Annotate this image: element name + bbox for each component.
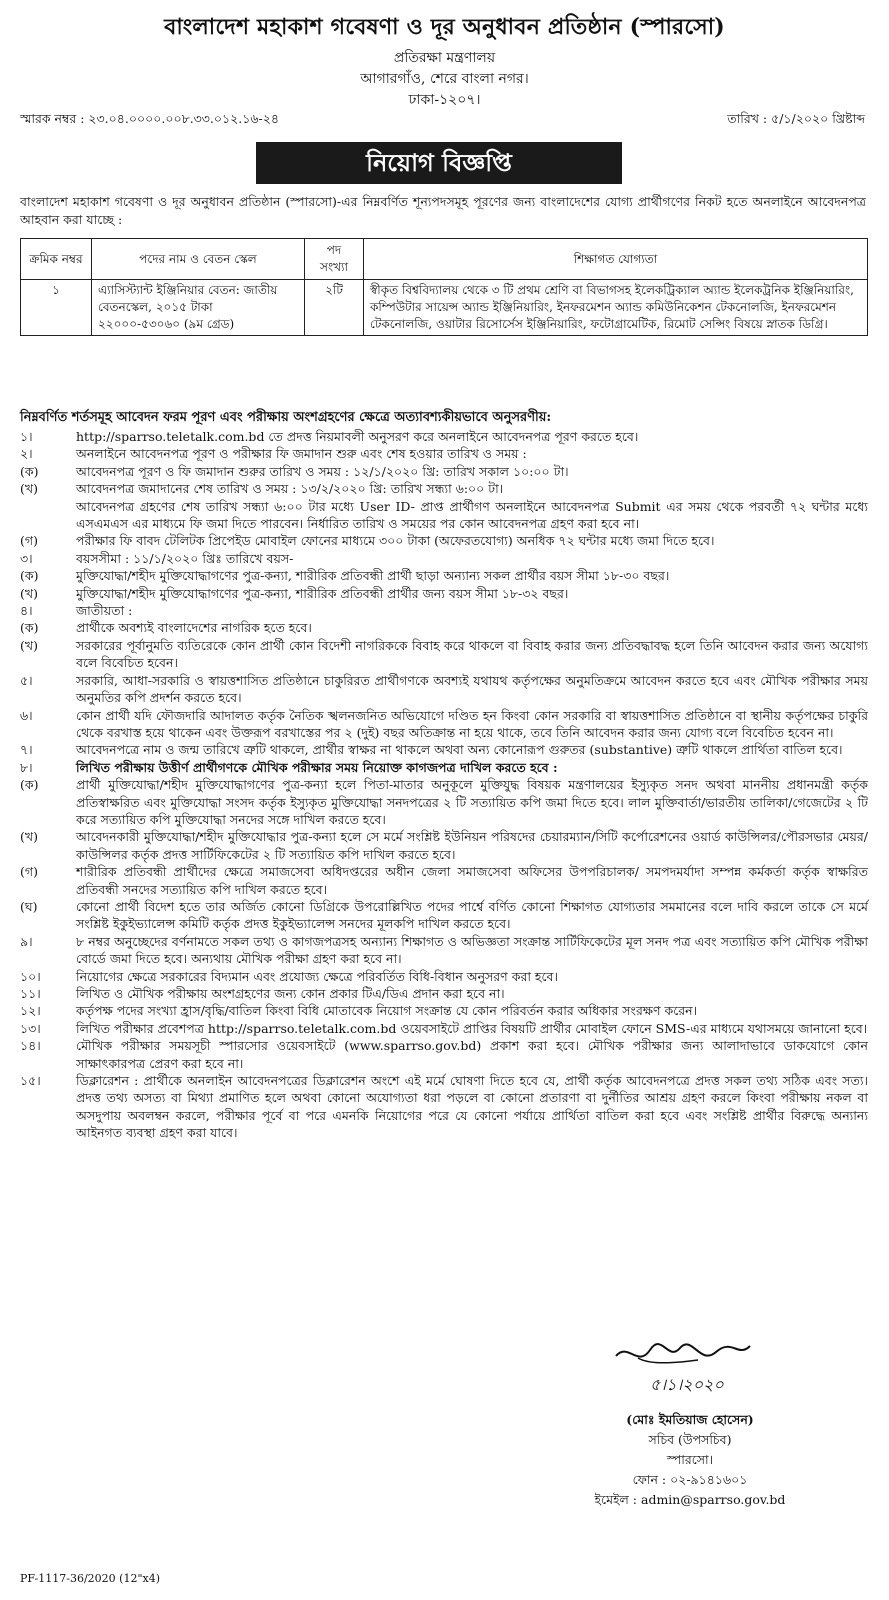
header-post: পদের নাম ও বেতন স্কেল bbox=[92, 239, 305, 280]
term-item bbox=[20, 985, 868, 1002]
term-item bbox=[20, 445, 868, 462]
signatory-designation: সচিব (উপসচিব) bbox=[648, 1432, 732, 1447]
term-item bbox=[20, 550, 868, 567]
term-number: (খ) bbox=[20, 829, 38, 845]
term-item bbox=[20, 602, 868, 619]
cell-count: ২টি bbox=[305, 280, 364, 336]
term-text: আবেদনপত্র পূরণ ও ফি জমাদান শুরুর তারিখ ও সময় : ১২/১/২০২০ খ্রি: তারিখ সকাল ১০:০০ টা। bbox=[76, 463, 569, 479]
term-text: জাতীয়তা : bbox=[76, 603, 133, 619]
signatory-email: ইমেইল : admin@sparrso.gov.bd bbox=[594, 1492, 786, 1507]
term-number: ২। bbox=[20, 446, 33, 462]
term-item bbox=[20, 480, 868, 497]
term-number: (গ) bbox=[20, 533, 38, 549]
memo-number: স্মারক নম্বর : ২৩.০৪.০০০০.০০৮.৩৩.০১২.১৬-২৪ bbox=[20, 111, 279, 126]
term-item bbox=[20, 863, 868, 898]
term-text: আবেদনপত্র জমাদানের শেষ তারিখ ও সময় : ১৩/২/২০২০ খ্রি: তারিখ সন্ধ্যা ৬:০০ টা। bbox=[76, 481, 504, 497]
footer-code: PF-1117-36/2020 (12"x4) bbox=[20, 1572, 161, 1585]
term-number: ১৩। bbox=[20, 1020, 41, 1036]
ministry-name: প্রতিরক্ষা মন্ত্রণালয় bbox=[393, 50, 496, 66]
term-text: লিখিত পরীক্ষার প্রবেশপত্র http://sparrso.teletalk.com.bd ওয়েবসাইটে প্রাপ্তির বিষয়টি প্রার্থীর মোবাইল ফোনে SMS-এর মাধ্যমে যথাসময়ে জানানো হবে। bbox=[76, 1020, 868, 1036]
issue-date: তারিখ : ৫/১/২০২০ খ্রিষ্টাব্দ bbox=[727, 111, 865, 126]
signatory-phone: ফোন : ০২-৯১৪১৬০১ bbox=[632, 1472, 748, 1487]
term-text: লিখিত পরীক্ষায় উত্তীর্ণ প্রার্থীগণকে মৌখিক পরীক্ষার সময় নিয়োক্ত কাগজপত্র দাখিল করতে হবে : bbox=[76, 759, 558, 775]
term-item bbox=[20, 898, 868, 933]
terms-list bbox=[20, 428, 868, 1142]
term-number: (খ) bbox=[20, 481, 38, 497]
term-text: নিয়োগের ক্ষেত্রে সরকারের বিদ্যমান এবং প্রযোজ্য ক্ষেত্রে পরিবর্তিত বিধি-বিধান অনুসরণ করা হবে। bbox=[76, 968, 558, 984]
term-item bbox=[20, 759, 868, 776]
term-number: (ঘ) bbox=[20, 898, 38, 914]
term-item bbox=[20, 828, 868, 863]
term-number: ৪। bbox=[20, 603, 33, 619]
header-qualification: শিক্ষাগত যোগ্যতা bbox=[364, 239, 868, 280]
term-item bbox=[20, 463, 868, 480]
term-text: মুক্তিযোদ্ধা/শহীদ মুক্তিযোদ্ধাগণের পুত্র-কন্যা, শারীরিক প্রতিবন্ধী প্রার্থীর জন্য বয়স সীমা ১৮-৩২ বছর। bbox=[76, 585, 569, 601]
notice-title: নিয়োগ বিজ্ঞপ্তি bbox=[256, 142, 622, 184]
term-item bbox=[20, 672, 868, 707]
term-text: আবেদনপত্র গ্রহণের শেষ তারিখ সন্ধ্যা ৬:০০ টার মধ্যে User ID- প্রাপ্ত প্রার্থীগণ অনলাইনে আবেদনপত্র Submit এর সময় থেকে পরবর্তী ৭২ ঘন্টার মধ্যে এসএমএস এর মাধ্যমে ফি জমা দিতে পারবেন। নির্ধারিত তারিখ ও সময়ের পর কোন আবেদনপত্র গ্রহণ করা হবে না। bbox=[76, 498, 868, 532]
term-item bbox=[20, 1002, 868, 1019]
term-text: সরকারি, আধা-সরকারি ও স্বায়ত্তশাসিত প্রতিষ্ঠানে চাকুরিরত প্রার্থীগণকে অবশ্যই যথাযথ কর্তৃপক্ষের অনুমতিক্রমে আবেদন করতে হবে এবং মৌখিক পরীক্ষার সময় অনুমতির কপি প্রদর্শন করতে হবে। bbox=[76, 672, 868, 706]
table-row bbox=[21, 280, 868, 336]
address-line: আগারগাঁও, শেরে বাংলা নগর। bbox=[360, 71, 529, 87]
term-item bbox=[20, 619, 868, 636]
term-text: আবেদনপত্রে নাম ও জন্ম তারিখে ত্রুটি থাকলে, প্রার্থীর স্বাক্ষর না থাকলে অথবা অন্য কোনোরূপ গুরুতর (substantive) ত্রুটি থাকলে প্রার্থিতা বাতিল হবে। bbox=[76, 742, 843, 758]
cell-serial: ১ bbox=[21, 280, 92, 336]
term-item bbox=[20, 933, 868, 968]
term-item bbox=[20, 428, 868, 445]
term-text: মুক্তিযোদ্ধা/শহীদ মুক্তিযোদ্ধাগণের পুত্র-কন্যা, শারীরিক প্রতিবন্ধী প্রার্থী ছাড়া অন্যান্য সকল প্রার্থীর বয়স সীমা ১৮-৩০ বছর। bbox=[76, 568, 670, 584]
vacancy-table bbox=[20, 238, 868, 336]
term-text: সরকারের পূর্বানুমতি ব্যতিরেকে কোন প্রার্থী কোন বিদেশী নাগরিককে বিবাহ করে থাকলে বা বিবাহ করার জন্য প্রতিবদ্ধাবদ্ধ হলে তিনি আবেদন করার জন্য অযোগ্য বলে বিবেচিত হবেন। bbox=[76, 637, 868, 671]
term-number: (ক) bbox=[20, 777, 39, 793]
term-number: ৯। bbox=[20, 933, 33, 949]
term-number: ১২। bbox=[20, 1003, 41, 1019]
signatory-office: স্পারসো। bbox=[666, 1452, 714, 1467]
city-line: ঢাকা-১২০৭। bbox=[408, 92, 481, 108]
term-text: কর্তৃপক্ষ পদের সংখ্যা হ্রাস/বৃদ্ধি/বাতিল কিংবা বিধি মোতাবেক নিয়োগ সংক্রান্ত যে কোন পরিবর্তন করার অধিকার সংরক্ষণ করেন। bbox=[76, 1003, 698, 1019]
term-text: বয়সসীমা : ১১/১/২০২০ খ্রিঃ তারিখে বয়স- bbox=[76, 550, 294, 566]
term-item bbox=[20, 532, 868, 549]
term-number: ৮। bbox=[20, 759, 33, 775]
term-text: ডিক্লারেশন : প্রার্থীকে অনলাইন আবেদনপত্রের ডিক্লারেশন অংশে এই মর্মে ঘোষণা দিতে হবে যে, প্রার্থী কর্তৃক আবেদনপত্রে প্রদত্ত সকল তথ্য সঠিক এবং সত্য। প্রদত্ত তথ্য অসত্য বা মিথ্যা প্রমাণিত হলে অথবা কোনো অযোগ্যতা ধরা পড়লে বা কোনো প্রতারণা বা দুর্নীতির আশ্রয় গ্রহণ করলে কিংবা পরীক্ষায় নকল বা অসদুপায় অবলম্বন করলে, পরীক্ষার পূর্বে বা পরে এমনকি নিয়োগের পরে যে কোনো পর্যায়ে প্রার্থিতা বাতিল করা হবে এবং সংশ্লিষ্ট প্রার্থীর বিরুদ্ধে অন্যান্য আইনগত ব্যবস্থা গ্রহণ করা যাবে। bbox=[76, 1073, 868, 1141]
term-item bbox=[20, 968, 868, 985]
term-text: আবেদনকারী মুক্তিযোদ্ধা/শহীদ মুক্তিযোদ্ধার পুত্র-কন্যা হলে সে মর্মে সংশ্লিষ্ট ইউনিয়ন পরিষদের চেয়ারম্যান/সিটি কর্পোরেশনের ওয়ার্ড কাউন্সিলর/পৌরসভার মেয়র/কাউন্সিলর কর্তৃক প্রদত্ত সার্টিফিকেটের ২ টি সত্যায়িত কপি দাখিল করতে হবে। bbox=[76, 829, 868, 862]
term-text: লিখিত ও মৌখিক পরীক্ষায় অংশগ্রহণের জন্য কোন প্রকার টিএ/ডিএ প্রদান করা হবে না। bbox=[76, 986, 505, 1001]
term-text: ৮ নম্বর অনুচ্ছেদের বর্ণনামতে সকল তথ্য ও কাগজপত্রসহ অন্যান্য শিক্ষাগত ও অভিজ্ঞতা সংক্রান্ত সার্টিফিকেটের মূল সনদ পত্র এবং সত্যায়িত কপি মৌখিক পরীক্ষা বোর্ডে জমা দিতে হবে। অন্যথায় মৌখিক পরীক্ষা গ্রহণ করা হবে না। bbox=[76, 933, 868, 967]
term-number: ৫। bbox=[20, 672, 33, 688]
intro-paragraph: বাংলাদেশ মহাকাশ গবেষণা ও দূর অনুধাবন প্রতিষ্ঠান (স্পারসো)-এর নিম্নবর্ণিত শূন্যপদসমূহ পূরণের জন্য বাংলাদেশের যোগ্য প্রার্থীগণের নিকট হতে অনলাইনে আবেদনপত্র আহবান করা যাচ্ছে : bbox=[20, 194, 866, 227]
term-item bbox=[20, 498, 868, 533]
term-number: (ক) bbox=[20, 568, 39, 584]
term-item bbox=[20, 707, 868, 742]
term-text: অনলাইনে আবেদনপত্র পূরণ ও পরীক্ষার ফি জমাদান শুরু এবং শেষ হওয়ার তারিখ ও সময় : bbox=[76, 446, 527, 462]
term-text: পরীক্ষার ফি বাবদ টেলিটক প্রিপেইড মোবাইল ফোনের মাধ্যমে ৩০০ টাকা (অফেরতযোগ্য) অনধিক ৭২ ঘন্টার মধ্যে জমা দিতে হবে। bbox=[76, 533, 715, 549]
cell-qualification: স্বীকৃত বিশ্ববিদ্যালয় থেকে ৩ টি প্রথম শ্রেণি বা বিভাগসহ ইলেকট্রিক্যাল অ্যান্ড ইলেকট্রনিক ইঞ্জিনিয়ারিং, কম্পিউটার সায়েন্স অ্যান্ড ইঞ্জিনিয়ারিং, ইনফরমেশন অ্যান্ড কমিউনিকেশন টেকনোলজি, ইনফরমেশন টেকনোলজি, ওয়াটার রিসোর্সেস ইঞ্জিনিয়ারিং, ফটোগ্রামেটিক, রিমোট সেন্সিং বিষয়ে স্নাতক ডিগ্রি। bbox=[364, 280, 868, 336]
term-text: কোনো প্রার্থী বিদেশ হতে তার অর্জিত কোনো ডিগ্রিকে উপরোল্লিখিত পদের পার্শ্বে বর্ণিত কোনো শিক্ষাগত যোগ্যতার সমমানের বলে দাবি করলে তাকে সে মর্মে সংশ্লিষ্ট ইকুইভ্যালেন্স কমিটি কর্তৃক প্রদত্ত ইকুইভ্যালেন্স সনদের মূলকপি দাখিল করতে হবে। bbox=[76, 898, 868, 932]
term-number: ১১। bbox=[20, 986, 41, 1001]
term-text: প্রার্থীকে অবশ্যই বাংলাদেশের নাগরিক হতে হবে। bbox=[76, 620, 312, 636]
signature-date: ৫।১।২০২০ bbox=[650, 1375, 724, 1394]
term-number: (গ) bbox=[20, 864, 38, 880]
term-text: মৌখিক পরীক্ষার সময়সূচী স্পারসোর ওয়েবসাইটে (www.sparrso.gov.bd) প্রকাশ করা হবে। মৌখিক পরীক্ষার জন্য আলাদাভাবে ডাকযোগে কোন সাক্ষাৎকারপত্র প্রেরণ করা হবে না। bbox=[76, 1038, 868, 1071]
org-title: বাংলাদেশ মহাকাশ গবেষণা ও দূর অনুধাবন প্রতিষ্ঠান (স্পারসো) bbox=[164, 14, 725, 40]
term-text: প্রার্থী মুক্তিযোদ্ধা/শহীদ মুক্তিযোদ্ধাগণের পুত্র-কন্যা হলে পিতা-মাতার অনুকূলে মুক্তিযুদ্ধ বিষয়ক মন্ত্রণালয়ের ইস্যুকৃত সনদ অথবা মাননীয় প্রধানমন্ত্রী কর্তৃক প্রতিস্বাক্ষরিত এবং মুক্তিযোদ্ধা সংসদ কর্তৃক ইস্যুকৃত মুক্তিযোদ্ধা সনদপত্রের ২ টি সত্যায়িত কপি জমা দিতে হবে। লাল মুক্তিবার্তা/ভারতীয় তালিকা/গেজেটের ২ টি করে সত্যায়িত কপি মুক্তিযোদ্ধা সনদের সঙ্গে দাখিল করতে হবে। bbox=[76, 777, 868, 827]
term-number: (খ) bbox=[20, 585, 38, 601]
term-item bbox=[20, 1037, 868, 1072]
signatory-name: (মোঃ ইমতিয়াজ হোসেন) bbox=[626, 1412, 754, 1427]
term-number: ১০। bbox=[20, 968, 41, 984]
term-number: ১। bbox=[20, 429, 33, 444]
term-text: http://sparrso.teletalk.com.bd তে প্রদত্ত নিয়মাবলী অনুসরণ করে অনলাইনে আবেদনপত্র পূরণ করতে হবে। bbox=[76, 429, 639, 444]
term-number: (ক) bbox=[20, 463, 39, 479]
term-number: (খ) bbox=[20, 637, 38, 653]
term-number: ৩। bbox=[20, 550, 33, 566]
conditions-heading: নিম্নবর্ণিত শর্তসমূহ আবেদন ফরম পূরণ এবং পরীক্ষায় অংশগ্রহণের ক্ষেত্রে অত্যাবশ্যকীয়ভাবে অনুসরণীয়: bbox=[20, 410, 552, 425]
term-item bbox=[20, 637, 868, 672]
term-item bbox=[20, 1020, 868, 1037]
term-number: ৬। bbox=[20, 707, 33, 723]
term-item bbox=[20, 567, 868, 584]
signature-image bbox=[608, 1338, 758, 1400]
cell-post: এ্যাসিস্ট্যান্ট ইঞ্জিনিয়ার বেতন: জাতীয় বেতনস্কেল, ২০১৫ টাকা ২২০০০-৫৩০৬০ (৯ম গ্রেড) bbox=[92, 280, 305, 336]
term-item bbox=[20, 585, 868, 602]
term-number: ১৫। bbox=[20, 1073, 41, 1089]
term-number: ১৪। bbox=[20, 1038, 41, 1054]
term-number bbox=[20, 498, 76, 533]
term-text: কোন প্রার্থী যদি ফৌজদারি আদালত কর্তৃক নৈতিক স্খলনজনিত অভিযোগে দণ্ডিত হন কিংবা কোন সরকারি বা স্বায়ত্তশাসিত প্রতিষ্ঠানে বা স্থানীয় কর্তৃপক্ষের চাকুরি থেকে বরখাস্ত হয়ে থাকেন এবং উক্তরূপ বরখাস্তের পর ২ (দুই) বছর অতিক্রান্ত না হয়ে থাকে, তবে তিনি আবেদন করার জন্য যোগ্য বলে বিবেচিত হবেন না। bbox=[76, 707, 868, 740]
term-number: ৭। bbox=[20, 742, 33, 758]
term-item bbox=[20, 776, 868, 828]
term-number: (ক) bbox=[20, 620, 39, 636]
header-serial: ক্রমিক নম্বর bbox=[21, 239, 92, 280]
term-text: শারীরিক প্রতিবন্ধী প্রার্থীদের ক্ষেত্রে সমাজসেবা অধিদপ্তরের অধীন জেলা সমাজসেবা অফিসের উপপরিচালক/ সমপদমর্যাদা সম্পন্ন কর্মকর্তা কর্তৃক স্বাক্ষরিত প্রতিবন্ধী সনদের সত্যায়িত কপি দাখিল করতে হবে। bbox=[76, 864, 868, 897]
header-count: পদ সংখ্যা bbox=[305, 239, 364, 280]
term-item bbox=[20, 1072, 868, 1142]
table-header-row bbox=[21, 239, 868, 280]
term-item bbox=[20, 741, 868, 758]
